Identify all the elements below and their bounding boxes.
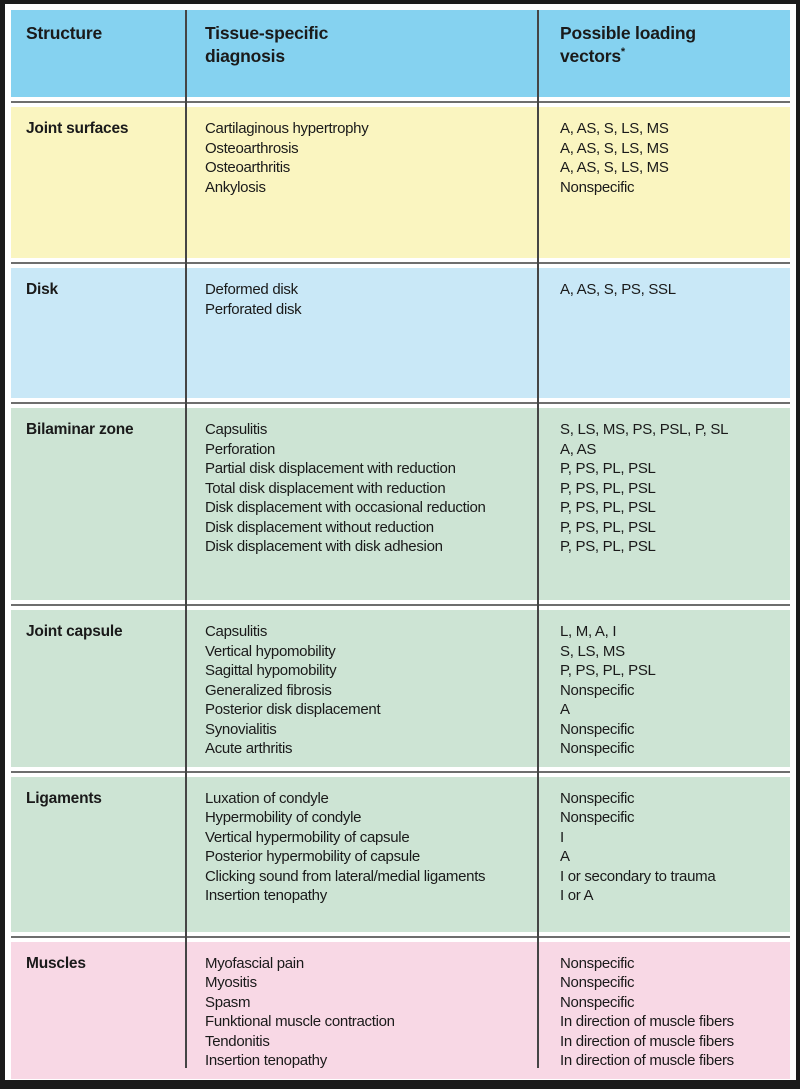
- vectors-list: [537, 107, 790, 258]
- vector-line: A, AS, S, LS, MS: [560, 120, 669, 137]
- header-structure: [11, 10, 185, 97]
- diagnosis-line: Acute arthritis: [205, 740, 293, 757]
- vectors-list: [537, 777, 790, 932]
- vector-line: A, AS, S, LS, MS: [560, 139, 669, 157]
- vector-line: Nonspecific: [560, 740, 635, 757]
- vector-line: I or secondary to trauma: [560, 867, 716, 885]
- vectors-list: [537, 610, 790, 767]
- diagnosis-line: Cartilaginous hypertrophy: [205, 120, 369, 137]
- vector-line: Nonspecific: [560, 974, 635, 991]
- table-header-row: [11, 10, 790, 97]
- vector-line: P, PS, PL, PSL: [560, 538, 656, 555]
- row-separator: [11, 932, 790, 942]
- vector-line: Nonspecific: [560, 954, 635, 972]
- structure-label: Bilaminar zone: [26, 421, 134, 438]
- diagnosis-list: [185, 268, 537, 398]
- row-separator: [11, 258, 790, 268]
- header-tissue-line2: diagnosis: [205, 46, 285, 66]
- diagnosis-line: Capsulitis: [205, 623, 268, 640]
- diagnosis-line: Sagittal hypomobility: [205, 662, 337, 679]
- vector-line: I or A: [560, 887, 594, 904]
- vector-line: P, PS, PL, PSL: [560, 662, 656, 679]
- diagnosis-line: Insertion tenopathy: [205, 887, 327, 904]
- column-divider: [537, 10, 539, 1068]
- structure-label: Ligaments: [26, 789, 102, 807]
- header-tissue-diagnosis: [185, 10, 537, 97]
- header-tissue-line1: Tissue-specific: [205, 23, 329, 43]
- vectors-list: [537, 408, 790, 600]
- vector-line: S, LS, MS: [560, 642, 625, 660]
- diagnosis-line: Vertical hypomobility: [205, 642, 336, 660]
- vector-line: A, AS, S, PS, SSL: [560, 281, 676, 298]
- vector-line: L, M, A, I: [560, 623, 617, 640]
- vectors-list: [537, 942, 790, 1079]
- vector-line: A, AS: [560, 440, 597, 458]
- diagnosis-line: Hypermobility of condyle: [205, 809, 362, 826]
- vector-line: P, PS, PL, PSL: [560, 479, 656, 497]
- column-divider: [185, 10, 187, 1068]
- table-row: [11, 777, 790, 932]
- table-row: [11, 268, 790, 398]
- diagnosis-line: Generalized fibrosis: [205, 681, 332, 699]
- vector-line: Nonspecific: [560, 178, 635, 196]
- vector-line: P, PS, PL, PSL: [560, 460, 656, 477]
- diagnosis-line: Ankylosis: [205, 178, 266, 196]
- table-row: [11, 408, 790, 600]
- header-loading-vectors: [537, 10, 790, 97]
- header-structure-label: Structure: [26, 23, 102, 43]
- row-separator: [11, 398, 790, 408]
- diagnosis-line: Partial disk displacement with reduction: [205, 460, 456, 477]
- diagnosis-list: [185, 610, 537, 767]
- diagnosis-line: Osteoarthrosis: [205, 139, 299, 157]
- diagnosis-line: Tendonitis: [205, 1032, 270, 1050]
- diagnosis-line: Vertical hypermobility of capsule: [205, 828, 410, 846]
- diagnosis-line: Myositis: [205, 974, 257, 991]
- diagnosis-line: Disk displacement with disk adhesion: [205, 538, 443, 555]
- diagnosis-line: Disk displacement with occasional reduction: [205, 499, 486, 516]
- diagnosis-line: Insertion tenopathy: [205, 1052, 327, 1069]
- vector-line: In direction of muscle fibers: [560, 1052, 734, 1069]
- vector-line: [560, 300, 786, 320]
- vector-line: P, PS, PL, PSL: [560, 518, 656, 536]
- row-separator: [11, 600, 790, 610]
- structure-label: Joint capsule: [26, 623, 123, 640]
- table-body: [11, 97, 790, 1079]
- structure-cell: [11, 268, 185, 398]
- structure-label: Joint surfaces: [26, 120, 129, 137]
- diagnosis-line: Luxation of condyle: [205, 789, 329, 807]
- footnote-asterisk: *: [620, 46, 625, 59]
- diagnosis-line: Synovialitis: [205, 720, 277, 738]
- vector-line: Nonspecific: [560, 993, 635, 1011]
- diagnosis-line: Posterior disk displacement: [205, 701, 381, 718]
- table-row: [11, 107, 790, 258]
- vector-line: A: [560, 848, 570, 865]
- diagnosis-list: [185, 107, 537, 258]
- vectors-list: [537, 268, 790, 398]
- diagnosis-list: [185, 408, 537, 600]
- vector-line: S, LS, MS, PS, PSL, P, SL: [560, 421, 729, 438]
- diagnosis-line: Perforation: [205, 440, 276, 458]
- structure-cell: [11, 777, 185, 932]
- structure-cell: [11, 408, 185, 600]
- vector-line: Nonspecific: [560, 809, 635, 826]
- vector-line: A, AS, S, LS, MS: [560, 159, 669, 176]
- vector-line: Nonspecific: [560, 789, 635, 807]
- diagnosis-line: Myofascial pain: [205, 954, 304, 972]
- vector-line: In direction of muscle fibers: [560, 1032, 734, 1050]
- diagnosis-line: Total disk displacement with reduction: [205, 479, 446, 497]
- structure-cell: [11, 942, 185, 1079]
- diagnosis-list: [185, 777, 537, 932]
- vector-line: A: [560, 701, 570, 718]
- diagnosis-line: Deformed disk: [205, 281, 298, 298]
- diagnosis-line: Clicking sound from lateral/medial ligaments: [205, 867, 486, 885]
- diagnosis-line: Disk displacement without reduction: [205, 518, 434, 536]
- vector-line: I: [560, 828, 564, 846]
- header-vectors-line2: vectors*: [560, 46, 625, 66]
- table-row: [11, 942, 790, 1079]
- diagnosis-line: Funktional muscle contraction: [205, 1013, 395, 1030]
- structure-label: Muscles: [26, 954, 86, 972]
- diagnosis-line: Perforated disk: [205, 300, 302, 318]
- diagnosis-list: [185, 942, 537, 1079]
- vector-line: P, PS, PL, PSL: [560, 499, 656, 516]
- row-separator: [11, 97, 790, 107]
- structure-label: Disk: [26, 281, 58, 298]
- vector-line: In direction of muscle fibers: [560, 1013, 734, 1030]
- vector-line: Nonspecific: [560, 720, 635, 738]
- structure-cell: [11, 107, 185, 258]
- table-row: [11, 610, 790, 767]
- diagnosis-line: Posterior hypermobility of capsule: [205, 848, 420, 865]
- diagnosis-line: Spasm: [205, 993, 251, 1011]
- diagnosis-line: Osteoarthritis: [205, 159, 290, 176]
- header-vectors-line1: Possible loading: [560, 23, 696, 43]
- row-separator: [11, 767, 790, 777]
- vector-line: Nonspecific: [560, 681, 635, 699]
- diagnosis-line: Capsulitis: [205, 421, 268, 438]
- structure-cell: [11, 610, 185, 767]
